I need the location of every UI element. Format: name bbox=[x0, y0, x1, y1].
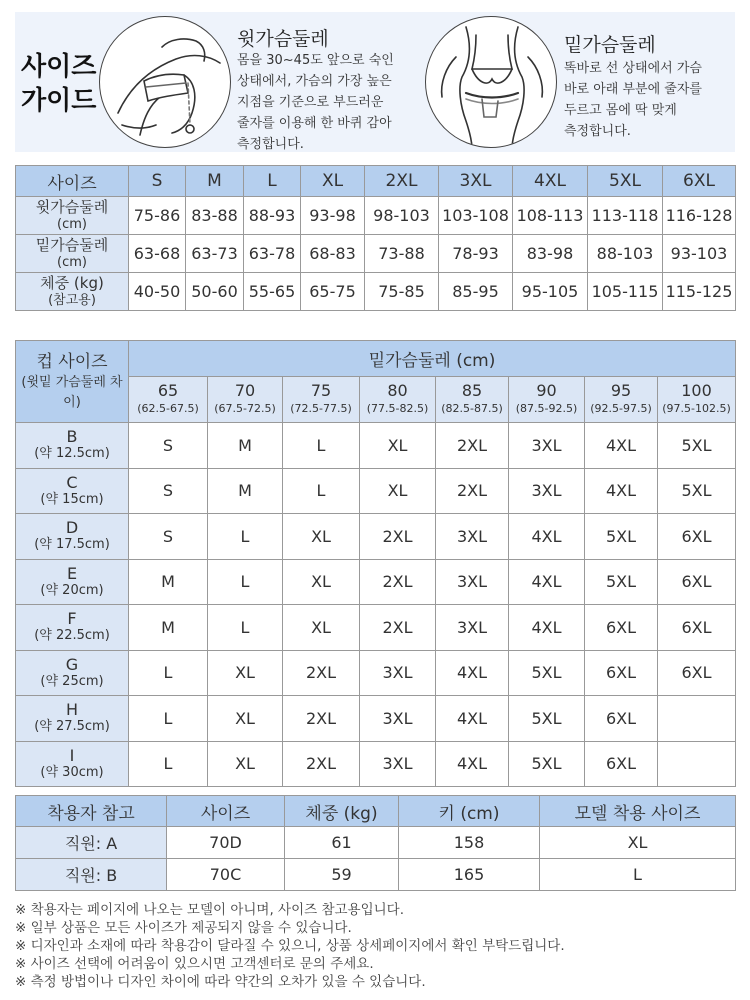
model-cell: 61 bbox=[285, 827, 399, 859]
size-cell: 50-60 bbox=[186, 273, 244, 311]
cup-table-row bbox=[16, 559, 736, 605]
upper-bust-line: 상태에서, 가슴의 가장 높은 bbox=[237, 74, 392, 89]
band-size-cell bbox=[585, 377, 658, 423]
band-size: 100 bbox=[681, 380, 712, 400]
cup-size-cell: 4XL bbox=[436, 741, 509, 787]
cup-letter: G bbox=[65, 654, 79, 674]
size-cell: 115-125 bbox=[663, 273, 736, 311]
size-guide-header bbox=[15, 12, 735, 152]
cup-size-cell: 3XL bbox=[436, 559, 509, 605]
guide-title-line-2: 가이드 bbox=[21, 86, 97, 116]
cup-size-cell: 5XL bbox=[658, 468, 736, 514]
upper-bust-line: 줄자를 이용해 한 바퀴 감아 bbox=[237, 116, 392, 131]
cup-row-label bbox=[16, 423, 129, 469]
cup-size-cell: 5XL bbox=[585, 559, 658, 605]
note-line: ※ 측정 방법이나 디자인 차이에 따라 약간의 오차가 있을 수 있습니다. bbox=[15, 974, 426, 990]
cup-size-cell: L bbox=[208, 605, 283, 651]
model-header-cell: 모델 착용 사이즈 bbox=[540, 796, 736, 827]
cup-size-cell: 5XL bbox=[509, 741, 585, 787]
cup-size-corner-title: 컵 사이즈 bbox=[36, 351, 108, 372]
cup-size-table bbox=[15, 340, 736, 787]
cup-size-cell: 6XL bbox=[658, 605, 736, 651]
band-size-cell bbox=[129, 377, 208, 423]
upper-bust-heading: 윗가슴둘레 bbox=[237, 28, 329, 50]
size-cell: 88-103 bbox=[588, 235, 663, 273]
band-size: 90 bbox=[536, 380, 557, 400]
size-table bbox=[15, 165, 736, 311]
cup-difference: (약 17.5cm) bbox=[34, 537, 110, 553]
cup-size-cell: 4XL bbox=[585, 468, 658, 514]
model-cell: XL bbox=[540, 827, 736, 859]
size-cell: 75-85 bbox=[365, 273, 439, 311]
cup-size-cell: 2XL bbox=[436, 423, 509, 469]
cup-size-cell: L bbox=[208, 514, 283, 560]
upper-bust-line: 측정합니다. bbox=[237, 137, 304, 152]
cup-letter: F bbox=[67, 609, 77, 629]
cup-difference: (약 15cm) bbox=[40, 491, 104, 507]
size-row-label bbox=[16, 273, 129, 311]
cup-size-cell: L bbox=[129, 650, 208, 696]
band-range: (72.5-77.5) bbox=[290, 401, 352, 415]
cup-size-cell: XL bbox=[283, 605, 360, 651]
cup-size-cell: L bbox=[208, 559, 283, 605]
cup-difference: (약 20cm) bbox=[40, 582, 104, 598]
cup-size-corner-sub: (윗밑 가슴둘레 차이) bbox=[21, 374, 123, 410]
size-cell: 78-93 bbox=[439, 235, 513, 273]
size-header-cell: 2XL bbox=[365, 166, 439, 197]
size-cell: 83-88 bbox=[186, 197, 244, 235]
note-line: ※ 사이즈 선택에 어려움이 있으시면 고객센터로 문의 주세요. bbox=[15, 956, 374, 972]
size-row-label bbox=[16, 235, 129, 273]
cup-difference: (약 27.5cm) bbox=[34, 719, 110, 735]
cup-size-cell: L bbox=[129, 696, 208, 742]
cup-size-cell: 2XL bbox=[283, 741, 360, 787]
cup-size-cell: XL bbox=[208, 696, 283, 742]
cup-size-cell: 5XL bbox=[585, 514, 658, 560]
cup-table-row bbox=[16, 468, 736, 514]
cup-size-cell: 6XL bbox=[658, 514, 736, 560]
under-bust-illustration bbox=[425, 16, 557, 148]
cup-size-cell: 2XL bbox=[436, 468, 509, 514]
cup-size-cell: 2XL bbox=[360, 559, 436, 605]
cup-size-cell: 2XL bbox=[360, 514, 436, 560]
size-cell: 88-93 bbox=[244, 197, 301, 235]
cup-size-cell: 6XL bbox=[585, 696, 658, 742]
cup-table-row bbox=[16, 741, 736, 787]
size-header-cell: 5XL bbox=[588, 166, 663, 197]
size-cell: 116-128 bbox=[663, 197, 736, 235]
cup-table-row bbox=[16, 696, 736, 742]
size-header-label: 사이즈 bbox=[16, 166, 129, 197]
cup-size-cell: 4XL bbox=[509, 559, 585, 605]
cup-size-cell: M bbox=[208, 423, 283, 469]
size-cell: 55-65 bbox=[244, 273, 301, 311]
band-range: (97.5-102.5) bbox=[662, 401, 731, 415]
band-size: 95 bbox=[610, 380, 632, 400]
cup-size-cell: 4XL bbox=[436, 696, 509, 742]
guide-title bbox=[21, 50, 96, 118]
cup-size-cell: XL bbox=[283, 559, 360, 605]
band-range: (77.5-82.5) bbox=[366, 401, 429, 415]
cup-size-cell: S bbox=[129, 468, 208, 514]
size-cell: 63-73 bbox=[186, 235, 244, 273]
cup-size-cell: 2XL bbox=[360, 605, 436, 651]
band-size-cell bbox=[283, 377, 360, 423]
size-table-row bbox=[16, 273, 736, 311]
model-row-label: 직원: B bbox=[16, 859, 167, 891]
cup-size-cell: 6XL bbox=[585, 741, 658, 787]
cup-size-cell: XL bbox=[208, 650, 283, 696]
cup-size-cell: 3XL bbox=[436, 605, 509, 651]
model-cell: 158 bbox=[399, 827, 540, 859]
size-header-cell: 6XL bbox=[663, 166, 736, 197]
size-cell: 105-115 bbox=[588, 273, 663, 311]
under-bust-figure-icon bbox=[426, 17, 557, 148]
size-row-label-unit: (참고용) bbox=[48, 292, 96, 308]
size-cell: 93-98 bbox=[301, 197, 365, 235]
band-size-cell bbox=[658, 377, 736, 423]
cup-size-cell: S bbox=[129, 514, 208, 560]
size-cell: 65-75 bbox=[301, 273, 365, 311]
under-bust-heading: 밑가슴둘레 bbox=[564, 34, 656, 56]
cup-size-cell: 6XL bbox=[658, 650, 736, 696]
band-size: 85 bbox=[461, 380, 483, 400]
under-bust-description bbox=[564, 58, 702, 142]
size-header-cell: 3XL bbox=[439, 166, 513, 197]
note-line: ※ 착용자는 페이지에 나오는 모델이 아니며, 사이즈 참고용입니다. bbox=[15, 902, 404, 918]
upper-bust-description bbox=[237, 50, 394, 155]
model-cell: 70C bbox=[167, 859, 285, 891]
cup-row-label bbox=[16, 650, 129, 696]
cup-size-cell: 3XL bbox=[509, 468, 585, 514]
upper-bust-illustration bbox=[99, 16, 231, 148]
cup-table-row bbox=[16, 650, 736, 696]
band-size-cell bbox=[360, 377, 436, 423]
cup-size-cell: 5XL bbox=[509, 696, 585, 742]
cup-letter: H bbox=[65, 700, 79, 720]
cup-letter: B bbox=[66, 427, 78, 447]
band-size-cell bbox=[436, 377, 509, 423]
model-header-cell: 체중 (kg) bbox=[285, 796, 399, 827]
cup-row-label bbox=[16, 696, 129, 742]
cup-size-cell: 3XL bbox=[360, 696, 436, 742]
size-cell: 85-95 bbox=[439, 273, 513, 311]
cup-size-cell: 5XL bbox=[658, 423, 736, 469]
under-bust-line: 측정합니다. bbox=[564, 124, 631, 139]
size-cell: 103-108 bbox=[439, 197, 513, 235]
under-bust-line: 바로 아래 부분에 줄자를 bbox=[564, 82, 702, 97]
cup-size-cell: L bbox=[283, 468, 360, 514]
size-header-cell: S bbox=[129, 166, 186, 197]
cup-size-cell: 4XL bbox=[585, 423, 658, 469]
cup-letter: D bbox=[65, 518, 79, 538]
under-bust-line: 똑바로 선 상태에서 가슴 bbox=[564, 61, 702, 76]
cup-difference: (약 30cm) bbox=[40, 764, 104, 780]
band-range: (82.5-87.5) bbox=[441, 401, 503, 415]
size-cell: 93-103 bbox=[663, 235, 736, 273]
size-cell: 40-50 bbox=[129, 273, 186, 311]
size-row-label-text: 밑가슴둘레 bbox=[35, 235, 109, 254]
cup-row-label bbox=[16, 468, 129, 514]
size-row-label-text: 윗가슴둘레 bbox=[35, 197, 109, 216]
size-cell: 63-78 bbox=[244, 235, 301, 273]
size-row-label bbox=[16, 197, 129, 235]
cup-size-cell: M bbox=[129, 605, 208, 651]
cup-size-cell: XL bbox=[360, 468, 436, 514]
cup-size-cell: L bbox=[283, 423, 360, 469]
cup-size-cell: 4XL bbox=[436, 650, 509, 696]
size-header-cell: 4XL bbox=[513, 166, 588, 197]
model-header-cell: 사이즈 bbox=[167, 796, 285, 827]
upper-bust-line: 지점을 기준으로 부드러운 bbox=[237, 95, 384, 110]
size-table-row bbox=[16, 235, 736, 273]
cup-size-cell: S bbox=[129, 423, 208, 469]
size-cell: 68-83 bbox=[301, 235, 365, 273]
cup-size-cell: 6XL bbox=[585, 605, 658, 651]
cup-size-cell: 4XL bbox=[509, 605, 585, 651]
cup-size-cell: M bbox=[208, 468, 283, 514]
band-size: 80 bbox=[387, 380, 408, 400]
model-cell: 165 bbox=[399, 859, 540, 891]
model-cell: L bbox=[540, 859, 736, 891]
cup-difference: (약 22.5cm) bbox=[34, 628, 110, 644]
cup-size-cell: 3XL bbox=[509, 423, 585, 469]
cup-size-cell: 3XL bbox=[360, 650, 436, 696]
band-header: 밑가슴둘레 (cm) bbox=[129, 341, 736, 377]
size-cell: 113-118 bbox=[588, 197, 663, 235]
size-header-cell: XL bbox=[301, 166, 365, 197]
band-size-cell bbox=[509, 377, 585, 423]
note-line: ※ 일부 상품은 모든 사이즈가 제공되지 않을 수 있습니다. bbox=[15, 920, 352, 936]
cup-size-cell: 2XL bbox=[283, 696, 360, 742]
cup-size-cell: 3XL bbox=[360, 741, 436, 787]
band-size: 70 bbox=[234, 380, 256, 400]
model-cell: 70D bbox=[167, 827, 285, 859]
band-range: (87.5-92.5) bbox=[515, 401, 578, 415]
size-cell: 73-88 bbox=[365, 235, 439, 273]
under-bust-line: 두르고 몸에 딱 맞게 bbox=[564, 103, 677, 118]
cup-size-cell: 6XL bbox=[585, 650, 658, 696]
cup-letter: C bbox=[66, 472, 78, 492]
band-size: 75 bbox=[310, 380, 332, 400]
cup-size-corner bbox=[16, 341, 129, 423]
cup-difference: (약 25cm) bbox=[40, 673, 104, 689]
cup-size-cell: 5XL bbox=[509, 650, 585, 696]
size-cell: 75-86 bbox=[129, 197, 186, 235]
size-cell: 108-113 bbox=[513, 197, 588, 235]
cup-row-label bbox=[16, 741, 129, 787]
cup-table-row bbox=[16, 605, 736, 651]
cup-size-cell: 4XL bbox=[509, 514, 585, 560]
cup-size-cell: 3XL bbox=[436, 514, 509, 560]
band-range: (92.5-97.5) bbox=[590, 401, 652, 415]
size-header-cell: M bbox=[186, 166, 244, 197]
size-cell: 95-105 bbox=[513, 273, 588, 311]
upper-bust-line: 몸을 30~45도 앞으로 숙인 bbox=[237, 53, 394, 68]
guide-title-line-1: 사이즈 bbox=[21, 52, 97, 82]
size-row-label-unit: (cm) bbox=[57, 216, 87, 232]
band-range: (62.5-67.5) bbox=[137, 401, 199, 415]
cup-row-label bbox=[16, 605, 129, 651]
cup-table-row bbox=[16, 423, 736, 469]
size-cell: 98-103 bbox=[365, 197, 439, 235]
size-cell: 83-98 bbox=[513, 235, 588, 273]
model-reference-table bbox=[15, 795, 736, 891]
size-table-row bbox=[16, 197, 736, 235]
notes bbox=[15, 901, 735, 991]
cup-size-cell: 2XL bbox=[283, 650, 360, 696]
cup-letter: E bbox=[66, 563, 78, 583]
band-range: (67.5-72.5) bbox=[214, 401, 276, 415]
cup-difference: (약 12.5cm) bbox=[34, 446, 110, 462]
cup-size-cell: 6XL bbox=[658, 559, 736, 605]
model-cell: 59 bbox=[285, 859, 399, 891]
size-row-label-text: 체중 (kg) bbox=[40, 273, 104, 292]
size-row-label-unit: (cm) bbox=[57, 254, 87, 270]
cup-table-row bbox=[16, 514, 736, 560]
cup-size-cell: XL bbox=[360, 423, 436, 469]
model-header-cell: 키 (cm) bbox=[399, 796, 540, 827]
cup-row-label bbox=[16, 514, 129, 560]
model-header-cell: 착용자 참고 bbox=[16, 796, 167, 827]
band-size-cell bbox=[208, 377, 283, 423]
cup-row-label bbox=[16, 559, 129, 605]
upper-bust-figure-icon bbox=[100, 17, 231, 148]
size-cell: 63-68 bbox=[129, 235, 186, 273]
band-size: 65 bbox=[157, 380, 179, 400]
cup-size-cell bbox=[658, 696, 736, 742]
cup-letter: I bbox=[69, 745, 75, 765]
model-row-label: 직원: A bbox=[16, 827, 167, 859]
cup-size-cell: XL bbox=[208, 741, 283, 787]
note-line: ※ 디자인과 소재에 따라 착용감이 달라질 수 있으니, 상품 상세페이지에서 확인 부탁드립니다. bbox=[15, 938, 565, 954]
cup-size-cell bbox=[658, 741, 736, 787]
cup-size-cell: L bbox=[129, 741, 208, 787]
cup-size-cell: M bbox=[129, 559, 208, 605]
size-header-cell: L bbox=[244, 166, 301, 197]
cup-size-cell: XL bbox=[283, 514, 360, 560]
